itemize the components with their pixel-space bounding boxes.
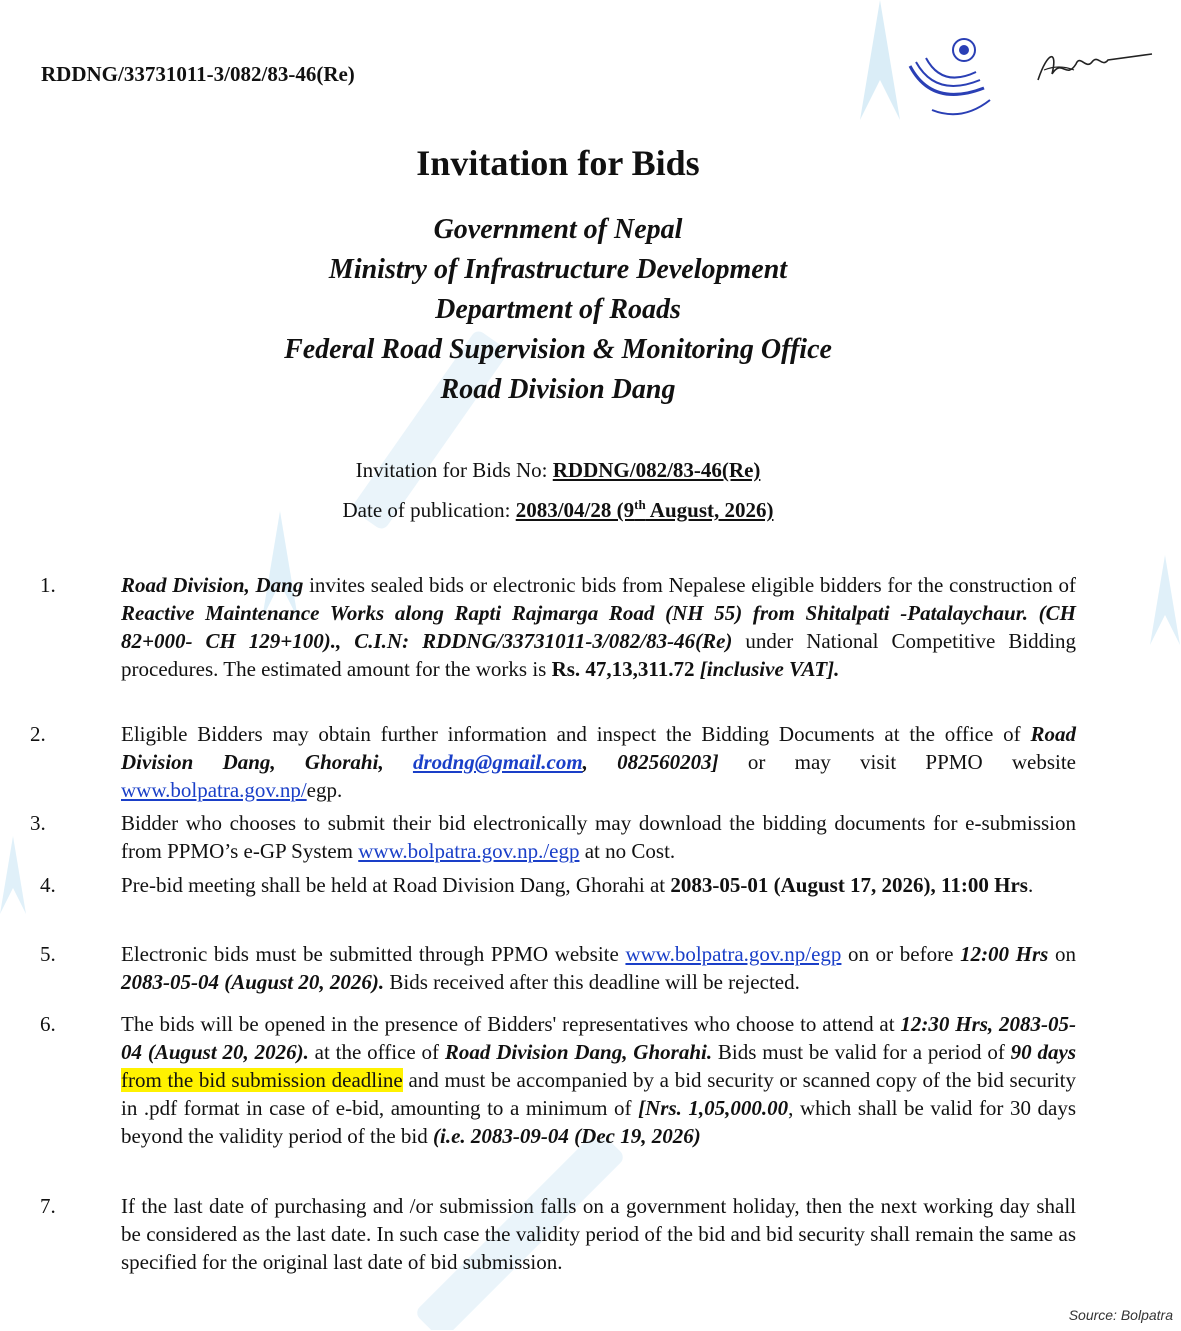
clause-text <box>121 871 1076 899</box>
clause-text <box>121 571 1076 683</box>
clause-text-part: Bidder who chooses to submit their bid electronically may download the bidding documents for e-submission from PPMO’s e-GP System <box>121 811 1076 863</box>
clause-text-part: egp. <box>306 778 343 802</box>
watermark-arrow-icon <box>860 0 900 120</box>
clause-text-part: at no Cost. <box>579 839 676 863</box>
clause-2 <box>30 720 1076 804</box>
ifb-label: Invitation for Bids No: <box>355 458 553 482</box>
clause-link[interactable]: www.bolpatra.gov.np/ <box>121 778 307 802</box>
clause-link[interactable]: drodng@gmail.com <box>412 750 583 774</box>
clause-5 <box>30 940 1076 996</box>
clause-link[interactable]: www.bolpatra.gov.np/egp <box>625 942 842 966</box>
clause-number: 3. <box>30 811 46 835</box>
org-line: Department of Roads <box>435 294 681 325</box>
highlighted-text: from the bid submission deadline <box>121 1068 403 1092</box>
clause-text-part: 90 days <box>1010 1040 1076 1064</box>
clause-text-part: Bids must be valid for a period of <box>712 1040 1011 1064</box>
clause-text <box>121 1192 1076 1276</box>
clause-text-part: Bids received after this deadline will be rejected. <box>384 970 800 994</box>
date-value: 2083/04/28 (9th August, 2026) <box>515 497 774 522</box>
clause-text-part: Road Division, Dang <box>121 573 304 597</box>
clause-number: 5. <box>40 942 56 966</box>
clause-text-part: Road Division Dang, Ghorahi, <box>121 722 1076 774</box>
organization-block <box>0 210 1116 410</box>
clause-text-part: , which shall be valid for 30 days beyond the validity period of the bid <box>121 1096 1077 1148</box>
clause-number: 4. <box>40 873 56 897</box>
clause-text-part: invites sealed bids or electronic bids from Nepalese eligible bidders for the construction of <box>303 573 1076 597</box>
clause-text-part: Road Division Dang, Ghorahi. <box>444 1040 713 1064</box>
clause-text-part: The bids will be opened in the presence of Bidders' representatives who choose to attend at <box>121 1012 901 1036</box>
clause-text-part: Eligible Bidders may obtain further information and inspect the Bidding Documents at the office of <box>121 722 1031 746</box>
clause-text-part: or may visit PPMO website <box>718 750 1077 774</box>
page-title: Invitation for Bids <box>416 143 700 183</box>
ifb-number <box>0 458 1116 483</box>
clause-text-part: and must be accompanied by a bid security or scanned copy of the bid security in .pdf format in case of e-bid, amounting to a minimum of <box>121 1068 1076 1120</box>
source-credit: Source: Bolpatra <box>1068 1307 1173 1323</box>
clause-number: 1. <box>40 573 56 597</box>
watermark-arrow-icon <box>0 800 26 950</box>
clause-7 <box>30 1192 1076 1276</box>
clause-text-part: under National Competitive Bidding procedures. The estimated amount for the works is <box>121 629 1076 681</box>
clause-text-part: [inclusive VAT]. <box>699 657 840 681</box>
clause-text-part: Pre-bid meeting shall be held at Road Division Dang, Ghorahi at <box>121 873 671 897</box>
clause-number: 2. <box>30 722 46 746</box>
clause-text <box>121 940 1076 996</box>
clause-text-part: on or before <box>841 942 961 966</box>
clause-text-part: Rs. 47,13,311.72 <box>551 657 695 681</box>
clause-text-part: 2083-05-04 (August 20, 2026). <box>121 970 385 994</box>
org-line: Government of Nepal <box>433 214 683 245</box>
clause-text-part: If the last date of purchasing and /or submission falls on a government holiday, then the next working day shall be considered as the last date. In such case the validity period of the bid and bid security shall remain the same as specified for the original last date of bid submission. <box>121 1194 1076 1274</box>
clause-4 <box>30 871 1076 899</box>
clause-link[interactable]: www.bolpatra.gov.np./egp <box>358 839 580 863</box>
clause-text-part: 12:00 Hrs <box>960 942 1049 966</box>
clause-number: 7. <box>40 1194 56 1218</box>
clause-text-part: [Nrs. 1,05,000.00 <box>638 1096 789 1120</box>
clause-1 <box>30 571 1076 683</box>
clause-text-part: Reactive Maintenance Works along Rapti Rajmarga Road (NH 55) from Shitalpati -Patalaychaur. (CH 82+000- CH 129+100)., C.I.N: RDDNG/33731011-3/082/83-46(Re) <box>121 601 1076 653</box>
clause-text-part: (i.e. 2083-09-04 (Dec 19, 2026) <box>433 1124 701 1148</box>
signature <box>1034 40 1154 90</box>
ifb-value: RDDNG/082/83-46(Re) <box>552 458 761 482</box>
org-line: Road Division Dang <box>440 374 676 405</box>
clause-text <box>121 809 1076 865</box>
clause-text-part: Electronic bids must be submitted through PPMO website <box>121 942 626 966</box>
watermark-arrow-icon <box>1150 510 1180 690</box>
clause-text-part: at the office of <box>308 1040 445 1064</box>
clause-text-part: , 082560203] <box>582 750 719 774</box>
office-seal <box>902 36 1002 122</box>
publication-date <box>0 497 1116 523</box>
clause-text-part: 12:30 Hrs, 2083-05-04 (August 20, 2026). <box>121 1012 1076 1064</box>
clause-6 <box>30 1010 1076 1150</box>
clause-text <box>121 1010 1076 1150</box>
clause-text <box>121 720 1076 804</box>
clause-number: 6. <box>40 1012 56 1036</box>
clause-text-part: on <box>1048 942 1076 966</box>
date-label: Date of publication: <box>342 498 516 522</box>
clause-text-part: . <box>1027 873 1034 897</box>
org-line: Ministry of Infrastructure Development <box>328 254 788 285</box>
clause-3 <box>30 809 1076 865</box>
org-line: Federal Road Supervision & Monitoring Office <box>284 334 832 365</box>
reference-number: RDDNG/33731011-3/082/83-46(Re) <box>41 62 355 86</box>
clause-text-part: 2083-05-01 (August 17, 2026), 11:00 Hrs <box>670 873 1028 897</box>
